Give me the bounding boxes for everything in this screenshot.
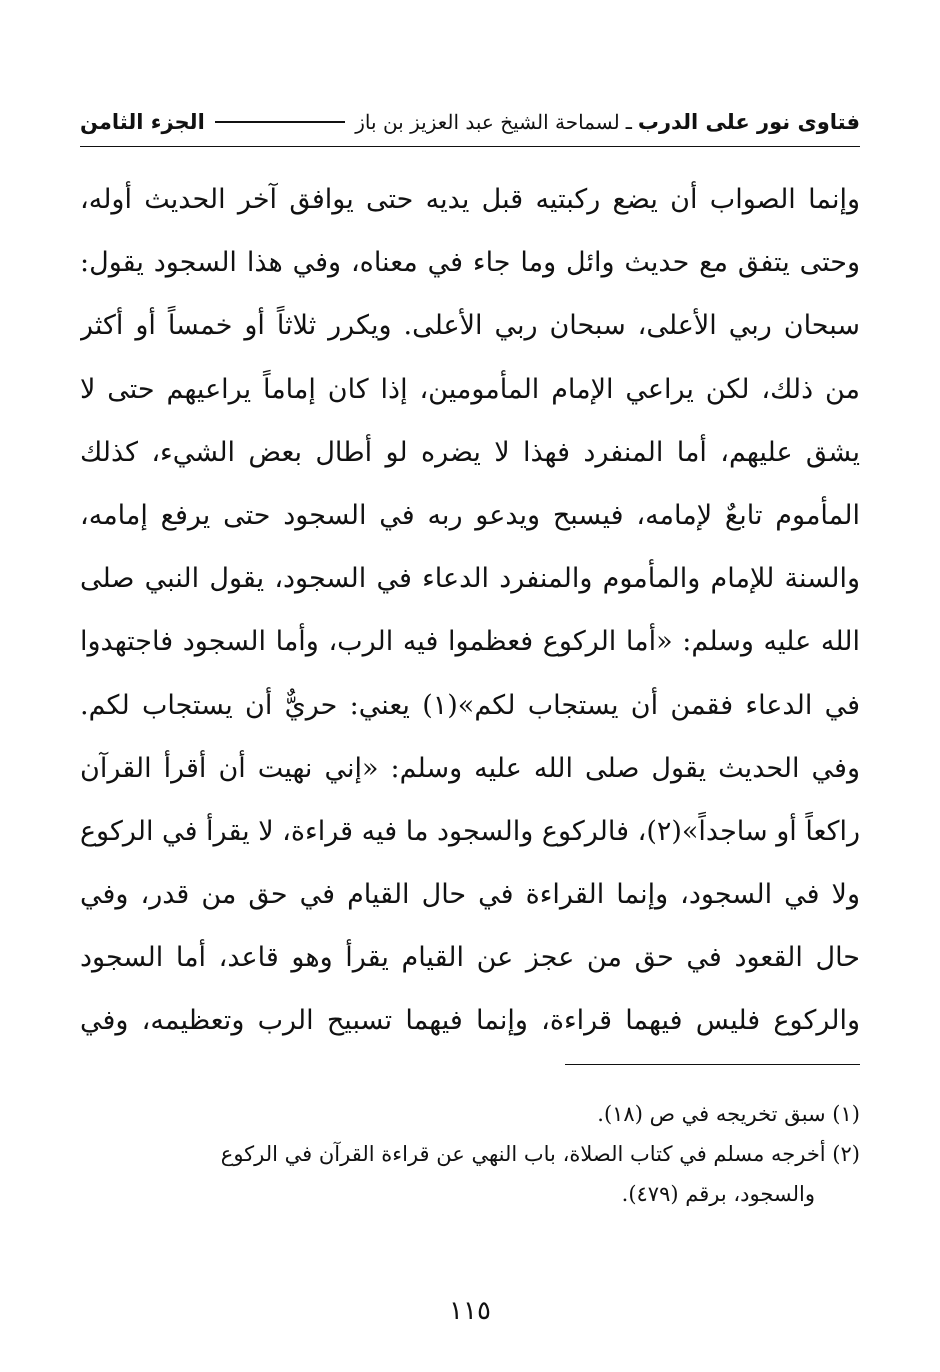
- volume-label: الجزء الثامن: [80, 110, 205, 134]
- text-line: الله عليه وسلم: «أما الركوع فعظموا فيه الرب، وأما السجود فاجتهدوا: [80, 626, 860, 658]
- header-divider: [80, 146, 860, 147]
- footnote-divider: [565, 1064, 860, 1065]
- footnote-2: (٢) أخرجه مسلم في كتاب الصلاة، باب النهي عن قراءة القرآن في الركوع: [220, 1142, 860, 1166]
- text-line: المأموم تابعٌ لإمامه، فيسبح ويدعو ربه في السجود حتى يرفع إمامه،: [80, 499, 860, 531]
- text-line: في الدعاء فقمن أن يستجاب لكم»(١) يعني: حريٌّ أن يستجاب لكم.: [80, 689, 860, 721]
- footnotes: [80, 1094, 860, 1214]
- text-line: راكعاً أو ساجداً»(٢)، فالركوع والسجود ما فيه قراءة، لا يقرأ في الركوع: [80, 815, 860, 847]
- header-separator: ـ: [625, 110, 632, 134]
- author-name: لسماحة الشيخ عبد العزيز بن باز: [355, 110, 620, 134]
- text-line: ولا في السجود، وإنما القراءة في حال القيام في حق من قدر، وفي: [80, 879, 860, 911]
- running-header: [80, 100, 860, 144]
- text-line: من ذلك، لكن يراعي الإمام المأمومين، إذا كان إماماً يراعيهم حتى لا: [80, 373, 860, 405]
- text-line: يشق عليهم، أما المنفرد فهذا لا يضره لو أطال بعض الشيء، كذلك: [80, 436, 860, 468]
- footnote-1: (١) سبق تخريجه في ص (١٨).: [597, 1102, 860, 1126]
- text-line: والسنة للإمام والمأموم والمنفرد الدعاء في السجود، يقول النبي صلى: [80, 563, 860, 595]
- body-text: [80, 168, 860, 1053]
- page-number: ١١٥: [449, 1296, 491, 1326]
- footnote-2-continuation: والسجود، برقم (٤٧٩).: [621, 1182, 815, 1206]
- text-line: وإنما الصواب أن يضع ركبتيه قبل يديه حتى يوافق آخر الحديث أوله،: [80, 184, 860, 215]
- text-line: وحتى يتفق مع حديث وائل وما جاء في معناه، وفي هذا السجود يقول:: [80, 247, 860, 279]
- text-line: حال القعود في حق من عجز عن القيام يقرأ وهو قاعد، أما السجود: [80, 942, 860, 974]
- text-line: وفي الحديث يقول صلى الله عليه وسلم: «إني نهيت أن أقرأ القرآن: [80, 752, 860, 784]
- text-line: سبحان ربي الأعلى، سبحان ربي الأعلى. ويكرر ثلاثاً أو خمساً أو أكثر: [80, 310, 860, 342]
- book-title: فتاوى نور على الدرب: [637, 110, 860, 134]
- header-dash-rule: [215, 121, 345, 123]
- text-line: والركوع فليس فيهما قراءة، وإنما فيهما تسبيح الرب وتعظيمه، وفي: [80, 1005, 860, 1037]
